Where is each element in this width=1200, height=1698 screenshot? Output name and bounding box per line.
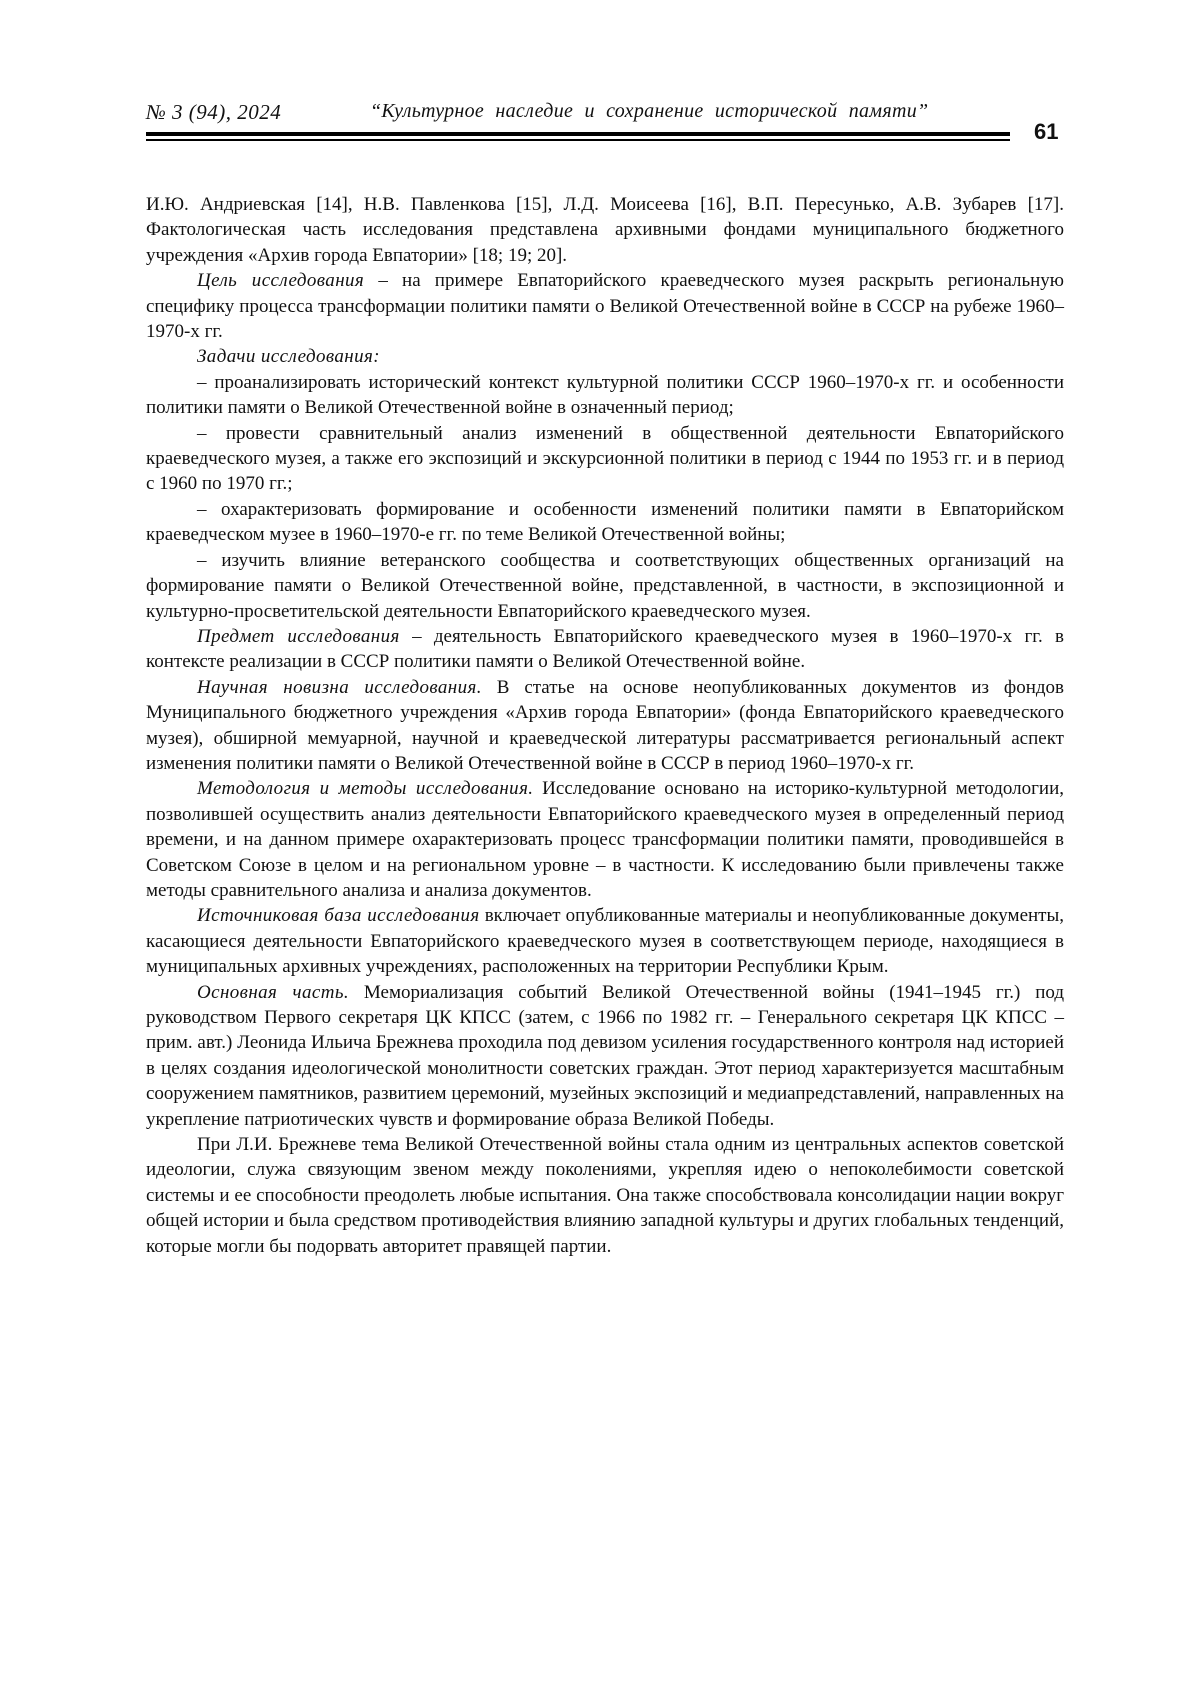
journal-title: “Культурное наследие и сохранение исторической памяти” xyxy=(370,100,928,123)
paragraph-text: При Л.И. Брежневе тема Великой Отечественной войны стала одним из центральных аспектов советской идеологии, служа связующим звеном между поколениями, укрепляя идею о непоколебимости советской системы и ее способности преодолеть любые испытания. Она также способствовала консолидации нации вокруг общей истории и была средством противодействия влиянию западной культуры и других глобальных тенденций, которые могли бы подорвать авторитет правящей партии. xyxy=(146,1134,1064,1257)
paragraph-text: В статье на основе неопубликованных документов из фондов Муниципального бюджетного учреждения «Архив города Евпатории» (фонда Евпаторийского краеведческого музея), обширной мемуарной, научной и краеведческой литературы рассматривается региональный аспект изменения политики памяти о Великой Отечественной войне в СССР в период 1960–1970-х гг. xyxy=(146,677,1064,774)
page-number: 61 xyxy=(1034,119,1058,145)
paragraph xyxy=(146,675,1064,777)
paragraph xyxy=(146,344,1064,369)
paragraph-text: – охарактеризовать формирование и особенности изменений политики памяти в Евпаторийском краеведческом музее в 1960–1970-е гг. по теме Великой Отечественной войны; xyxy=(146,499,1064,545)
paragraph-text: Мемориализация событий Великой Отечественной войны (1941–1945 гг.) под руководством Первого секретаря ЦК КПСС (затем, с 1966 по 1982 гг. – Генерального секретаря ЦК КПСС – прим. авт.) Леонида Ильича Брежнева проходила под девизом усиления государственного контроля над историей в целях создания идеологической монолитности советских граждан. Этот период характеризуется масштабным сооружением памятников, развитием церемоний, музейных экспозиций и медиапредставлений, направленных на укрепление патриотических чувств и формирование образа Великой Победы. xyxy=(146,982,1064,1130)
paragraph xyxy=(146,421,1064,497)
paragraph xyxy=(146,370,1064,421)
paragraph-text: – изучить влияние ветеранского сообщества и соответствующих общественных организаций на формирование памяти о Великой Отечественной войне, представленной, в частности, в экспозиционной и культурно-просветительской деятельности Евпаторийского краеведческого музея. xyxy=(146,550,1064,622)
header-rule-thin xyxy=(146,139,1010,141)
paragraph-lead: Научная новизна исследования. xyxy=(197,677,482,698)
paragraph xyxy=(146,268,1064,344)
header-rule-thick xyxy=(146,132,1010,136)
paragraph-lead: Источниковая база исследования xyxy=(197,905,480,926)
paragraph-lead: Основная часть. xyxy=(197,982,349,1003)
paragraph-text: Исследование основано на историко-культурной методологии, позволившей осуществить анализ деятельности Евпаторийского краеведческого музея в определенный период времени, и на данном примере охарактеризовать процесс трансформации политики памяти, проводившейся в Советском Союзе в целом и на региональном уровне – в частности. К исследованию были привлечены также методы сравнительного анализа и анализа документов. xyxy=(146,778,1064,901)
running-header xyxy=(146,100,1010,140)
article-body xyxy=(146,192,1064,1259)
paragraph xyxy=(146,497,1064,548)
paragraph-text: – деятельность Евпаторийского краеведческого музея в 1960–1970-х гг. в контексте реализации в СССР политики памяти о Великой Отечественной войне. xyxy=(146,626,1064,672)
document-page xyxy=(0,0,1200,1698)
paragraph-lead: Методология и методы исследования. xyxy=(197,778,533,799)
paragraph-text: – на примере Евпаторийского краеведческого музея раскрыть региональную специфику процесса трансформации политики памяти о Великой Отечественной войне в СССР на рубеже 1960–1970-х гг. xyxy=(146,270,1064,342)
paragraph-lead: Цель исследования xyxy=(197,270,364,291)
paragraph-text: И.Ю. Андриевская [14], Н.В. Павленкова [15], Л.Д. Моисеева [16], В.П. Пересунько, А.В. Зубарев [17]. Фактологическая часть исследования представлена архивными фондами муниципального бюджетного учреждения «Архив города Евпатории» [18; 19; 20]. xyxy=(146,194,1064,266)
paragraph-lead: Задачи исследования: xyxy=(197,346,380,367)
paragraph xyxy=(146,548,1064,624)
paragraph xyxy=(146,192,1064,268)
paragraph-lead: Предмет исследования xyxy=(197,626,400,647)
paragraph xyxy=(146,776,1064,903)
paragraph xyxy=(146,1132,1064,1259)
paragraph-text: – провести сравнительный анализ изменений в общественной деятельности Евпаторийского краеведческого музея, а также его экспозиций и экскурсионной политики в период с 1944 по 1953 гг. и в период с 1960 по 1970 гг.; xyxy=(146,423,1064,495)
paragraph xyxy=(146,624,1064,675)
paragraph-text: – проанализировать исторический контекст культурной политики СССР 1960–1970-х гг. и особенности политики памяти о Великой Отечественной войне в означенный период; xyxy=(146,372,1064,418)
paragraph xyxy=(146,903,1064,979)
paragraph-text: включает опубликованные материалы и неопубликованные документы, касающиеся деятельности Евпаторийского краеведческого музея в соответствующем периоде, находящиеся в муниципальных архивных учреждениях, расположенных на территории Республики Крым. xyxy=(146,905,1064,977)
issue-number: № 3 (94), 2024 xyxy=(146,100,281,125)
paragraph xyxy=(146,980,1064,1132)
